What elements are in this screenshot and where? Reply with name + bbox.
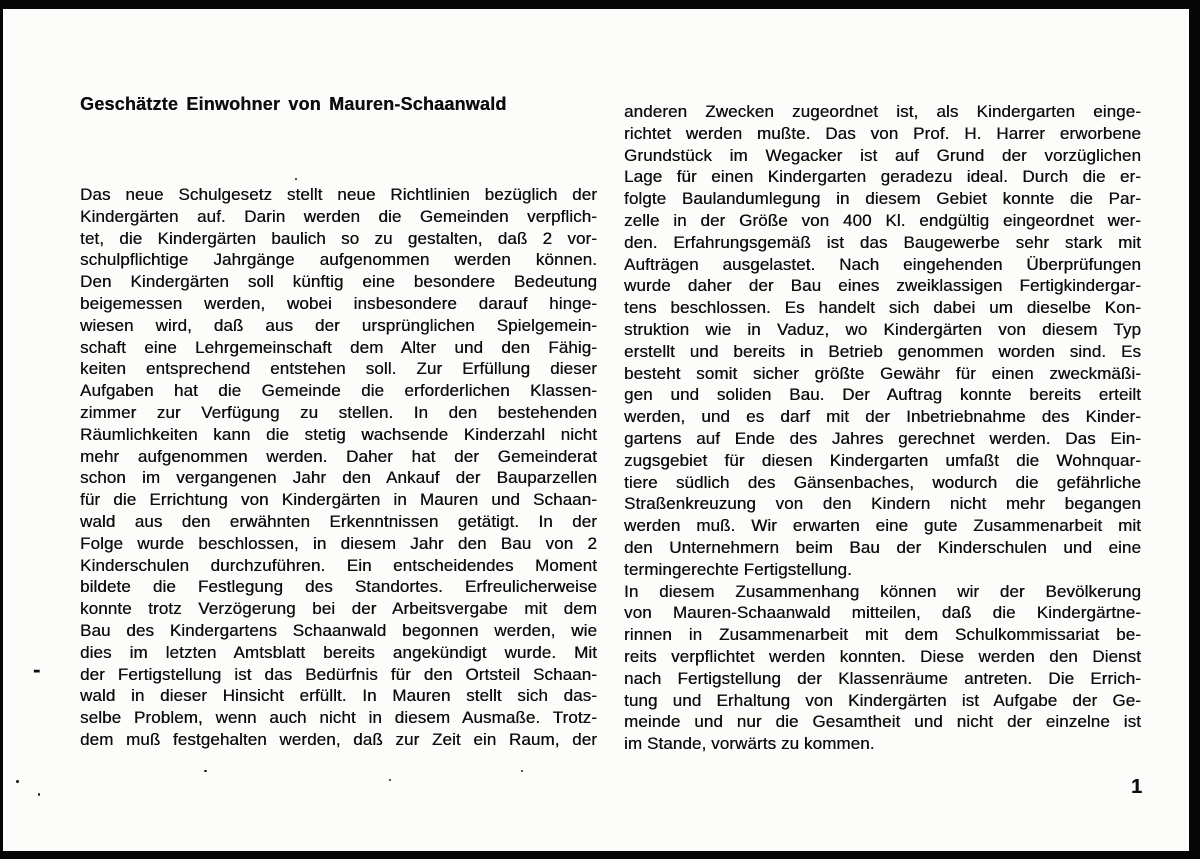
scan-speck [204, 770, 207, 772]
scan-border-top [0, 0, 1200, 9]
text-line: dem muß festgehalten werden, daß zur Zeit ein Raum, der [80, 729, 597, 749]
text-line: Folge wurde beschlossen, in diesem Jahr den Bau von 2 [80, 533, 597, 553]
text-line: beigemessen werden, wobei insbesondere darauf hinge- [80, 293, 597, 313]
text-line: erstellt und bereits in Betrieb genommen worden sind. Es [624, 341, 1141, 361]
text-line: schaft eine Lehrgemeinschaft dem Alter und den Fähig- [80, 337, 597, 357]
text-line: Lage für einen Kindergarten geradezu ideal. Durch die er- [624, 167, 1141, 187]
text-line: wurde daher der Bau eines zweiklassigen Fertigkindergar- [624, 276, 1141, 296]
text-line: tens beschlossen. Es handelt sich dabei um dieselbe Kon- [624, 298, 1141, 318]
text-line: mehr aufgenommen werden. Daher hat der Gemeinderat [80, 446, 597, 466]
scan-speck [389, 779, 391, 781]
text-line: Grundstück im Wegacker ist auf Grund der vorzüglichen [624, 145, 1141, 165]
text-line: richtet werden mußte. Das von Prof. H. Harrer erworbene [624, 123, 1141, 143]
text-line: Kindergärten auf. Darin werden die Gemeinden verpflich- [80, 206, 597, 226]
text-line: Den Kindergärten soll künftig eine besondere Bedeutung [80, 272, 597, 292]
page-number: 1 [1131, 776, 1143, 798]
text-line: Räumlichkeiten kann die stetig wachsende Kinderzahl nicht [80, 424, 597, 444]
text-line: den. Erfahrungsgemäß ist das Baugewerbe sehr stark mit [624, 232, 1141, 252]
text-line: im Stande, vorwärts zu kommen. [624, 734, 875, 754]
text-line: Aufgaben hat die Gemeinde die erforderlichen Klassen- [80, 381, 597, 401]
text-line: wald aus den erwähnten Erkenntnissen getätigt. In der [80, 511, 597, 531]
text-line: tet, die Kindergärten baulich so zu gestalten, daß 2 vor- [80, 228, 597, 248]
scan-speck [521, 770, 523, 772]
text-line: In diesem Zusammenhang können wir der Bevölkerung [624, 581, 1141, 601]
text-line: dies im letzten Amtsblatt bereits angekündigt wurde. Mit [80, 642, 597, 662]
text-line: zelle in der Größe von 400 Kl. endgültig eingeordnet wer- [624, 210, 1141, 230]
text-line: keiten entsprechend entstehen soll. Zur Erfüllung dieser [80, 359, 597, 379]
text-line: für die Errichtung von Kindergärten in Mauren und Schaan- [80, 490, 597, 510]
text-line: den Unternehmern beim Bau der Kinderschulen und eine [624, 537, 1141, 557]
text-line: reits verpflichtet werden konnten. Diese werden den Dienst [624, 646, 1141, 666]
text-line: anderen Zwecken zugeordnet ist, als Kindergarten einge- [624, 102, 1141, 121]
text-line: nach Fertigstellung der Klassenräume antreten. Die Errich- [624, 668, 1141, 688]
text-line: folgte Baulandumlegung in diesem Gebiet konnte die Par- [624, 189, 1141, 209]
text-line: Straßenkreuzung von den Kindern nicht mehr begangen [624, 494, 1141, 514]
text-line: schon im vergangenen Jahr den Ankauf der Bauparzellen [80, 468, 597, 488]
text-line: besteht somit sicher größte Gewähr für einen zweckmäßi- [624, 363, 1141, 383]
text-line: gartens auf Ende des Jahres gerechnet werden. Das Ein- [624, 428, 1141, 448]
scan-speck [16, 780, 19, 783]
scan-speck [38, 793, 40, 796]
article-column-right [624, 101, 1141, 755]
text-line: gen und soliden Bau. Der Auftrag konnte bereits erteilt [624, 385, 1141, 405]
text-line: zugsgebiet für diesen Kindergarten umfaßt die Wohnquar- [624, 450, 1141, 470]
text-line: werden, und es darf mit der Inbetriebnahme des Kinder- [624, 407, 1141, 427]
text-line: meinde und nur die Gesamtheit und nicht der einzelne ist [624, 712, 1141, 732]
text-line: tiere südlich des Gänsenbaches, wodurch die gefährliche [624, 472, 1141, 492]
text-line: zimmer zur Verfügung zu stellen. In den bestehenden [80, 402, 597, 422]
text-line: Kinderschulen durchzuführen. Ein entscheidendes Moment [80, 555, 597, 575]
text-line: der Fertigstellung ist das Bedürfnis für den Ortsteil Schaan- [80, 664, 597, 684]
text-line: Bau des Kindergartens Schaanwald begonnen werden, wie [80, 620, 597, 640]
text-line: termingerechte Fertigstellung. [624, 559, 852, 579]
text-line: Aufträgen ausgelastet. Nach eingehenden Überprüfungen [624, 254, 1141, 274]
scan-border-bottom [0, 851, 1200, 859]
text-line: werden muß. Wir erwarten eine gute Zusammenarbeit mit [624, 516, 1141, 536]
scan-border-left [0, 0, 3, 859]
text-line: tung und Erhaltung von Kindergärten ist Aufgabe der Ge- [624, 690, 1141, 710]
text-line: bildete die Festlegung des Standortes. Erfreulicherweise [80, 577, 597, 597]
article-column-left [80, 184, 597, 751]
text-line: von Mauren-Schaanwald mitteilen, daß die Kindergärtne- [624, 603, 1141, 623]
text-line: konnte trotz Verzögerung bei der Arbeitsvergabe mit dem [80, 599, 597, 619]
text-line: wald in dieser Hinsicht erfüllt. In Mauren stellt sich das- [80, 686, 597, 706]
scan-speck [295, 178, 297, 180]
text-line: Das neue Schulgesetz stellt neue Richtlinien bezüglich der [80, 185, 597, 204]
text-line: rinnen in Zusammenarbeit mit dem Schulkommissariat be- [624, 625, 1141, 645]
text-line: schulpflichtige Jahrgänge aufgenommen werden können. [80, 250, 597, 270]
text-line: struktion wie in Vaduz, wo Kindergärten von diesem Typ [624, 319, 1141, 339]
text-line: wiesen wird, daß aus der ursprünglichen Spielgemein- [80, 315, 597, 335]
margin-dash-mark: - [33, 657, 41, 682]
scan-border-right [1189, 0, 1200, 859]
article-title: Geschätzte Einwohner von Mauren-Schaanwald [80, 94, 507, 114]
text-line: selbe Problem, wenn auch nicht in diesem Ausmaße. Trotz- [80, 708, 597, 728]
